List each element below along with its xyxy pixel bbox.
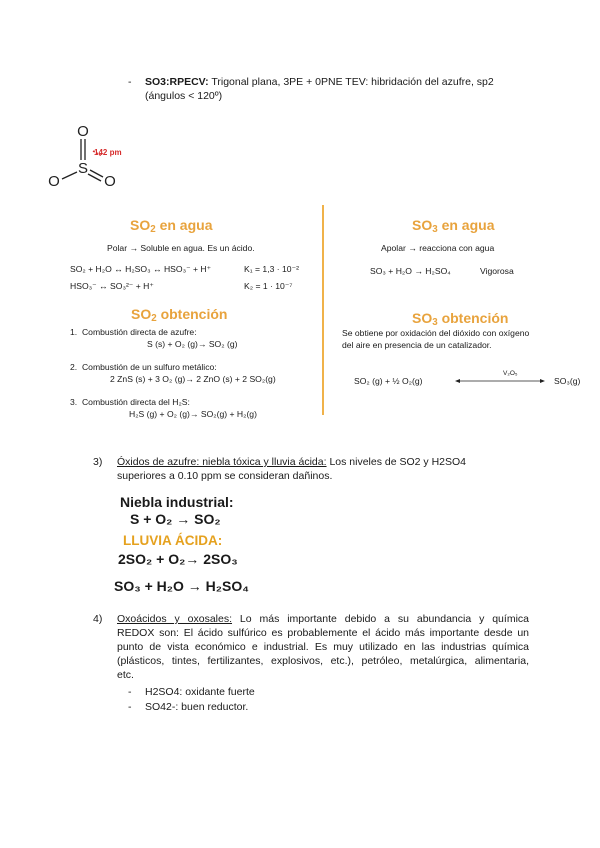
atom-o-left: O: [48, 173, 60, 190]
item4-bullet-2: SO42-: buen reductor.: [145, 701, 249, 713]
so2-water-title: $SO_2$ en agua: [130, 217, 213, 235]
lluvia-eq1: 2SO₂ + O₂→ 2SO₃: [118, 551, 238, 567]
so2-obt-eq-3: H₂S (g) + O₂ (g)→ SO₂(g) + H₂(g): [129, 409, 257, 419]
item4-bullet-1: H2SO4: oxidante fuerte: [145, 686, 255, 698]
item4-line1-text: Lo más importante debido a su abundancia y química: [239, 613, 529, 625]
so3-obt-eq-left: SO₂ (g) + ½ O₂(g): [354, 376, 423, 386]
so2-obt-item-1: 1. Combustión directa de azufre:: [70, 327, 197, 337]
item4-line4: (plásticos, tintes, fertilizantes, explosivos, etc.), petróleo, metalúrgica, alimentaria,: [117, 655, 529, 667]
so3-obt-text2: del aire en presencia de un catalizador.: [342, 340, 492, 350]
so3-vigorosa: Vigorosa: [480, 266, 514, 276]
so2-obt-item-3: 3. Combustión directa del H₂S:: [70, 397, 190, 407]
item3-num: 3): [93, 456, 103, 468]
so2-polar-line: Polar → Soluble en agua. Es un ácido.: [107, 243, 255, 253]
so2-obt-eq-2: 2 ZnS (s) + 3 O₂ (g)→ 2 ZnO (s) + 2 SO₂(g): [110, 374, 276, 384]
bond-length-label: 142 pm: [94, 148, 122, 157]
so3-rpecv-line: [145, 75, 565, 89]
figure-divider: [322, 205, 324, 415]
so3-water-title: $SO_3$ en agua: [412, 217, 495, 235]
item4-title: Oxoácidos y oxosales:: [117, 613, 233, 625]
so2-eq2: HSO₃⁻ ↔ SO₃²⁻ + H⁺: [70, 281, 154, 291]
item4-line2: REDOX son: El ácido sulfúrico es probablemente el ácido más importante desde un: [117, 627, 529, 639]
niebla-eq: S + O₂ → SO₂: [130, 511, 221, 527]
so2-eq1: SO₂ + H₂O ↔ H₂SO₃ ↔ HSO₃⁻ + H⁺: [70, 264, 212, 274]
so2-k1: K₁ = 1,3 · 10⁻²: [244, 264, 299, 274]
so3-apolar-line: Apolar → reacciona con agua: [381, 243, 495, 253]
so3-obt-title: $SO_3$ obtención: [412, 310, 509, 328]
item4-num: 4): [93, 613, 103, 625]
niebla-title: Niebla industrial:: [120, 494, 234, 510]
atom-o-top: O: [77, 123, 89, 140]
item4-bullet-2-mark: -: [128, 701, 132, 713]
so3-obt-arrow: [455, 377, 545, 385]
so3-molecule-diagram: [40, 120, 150, 195]
item4-line3: punto de vista económico e industrial. Es muy utilizado en las industrias química: [117, 641, 529, 653]
so3-obt-eq-right: SO₃(g): [554, 376, 581, 386]
item3-text1: Los niveles de SO2 y H2SO4: [329, 456, 467, 468]
so3-water-eq: SO₃ + H₂O → H₂SO₄: [370, 266, 451, 276]
so3-text2: (ángulos < 120º): [145, 90, 223, 102]
item4-line5: etc.: [117, 669, 134, 681]
so2-obt-title: $SO_2$ obtención: [131, 306, 228, 324]
so3-obt-catalyst: V₂O₅: [503, 370, 518, 377]
so3-text1: Trigonal plana, 3PE + 0PNE TEV: hibridación del azufre, sp2: [211, 76, 494, 88]
item4-bullet-1-mark: -: [128, 686, 132, 698]
atom-s: S: [77, 160, 89, 177]
item3-title: Óxidos de azufre: niebla tóxica y lluvia ácida:: [117, 456, 327, 468]
so2-obt-item-2: 2. Combustión de un sulfuro metálico:: [70, 362, 217, 372]
bond-s-o-left: [62, 172, 77, 179]
so2-obt-eq-1: S (s) + O₂ (g)→ SO₂ (g): [147, 339, 238, 349]
so2-k2: K₂ = 1 · 10⁻⁷: [244, 281, 293, 291]
item3-text2: superiores a 0.10 ppm se consideran dañinos.: [117, 470, 333, 482]
lluvia-eq2: SO₃ + H₂O → H₂SO₄: [114, 578, 249, 594]
so3-bullet: -: [128, 76, 132, 88]
lluvia-title: LLUVIA ÁCIDA:: [123, 533, 223, 548]
item4-line1: [117, 612, 529, 626]
so3-obt-text1: Se obtiene por oxidación del dióxido con oxígeno: [342, 328, 530, 338]
so3-lead: SO3:RPECV:: [145, 76, 209, 88]
item3-line1: [117, 455, 528, 469]
atom-o-right: O: [104, 173, 116, 190]
